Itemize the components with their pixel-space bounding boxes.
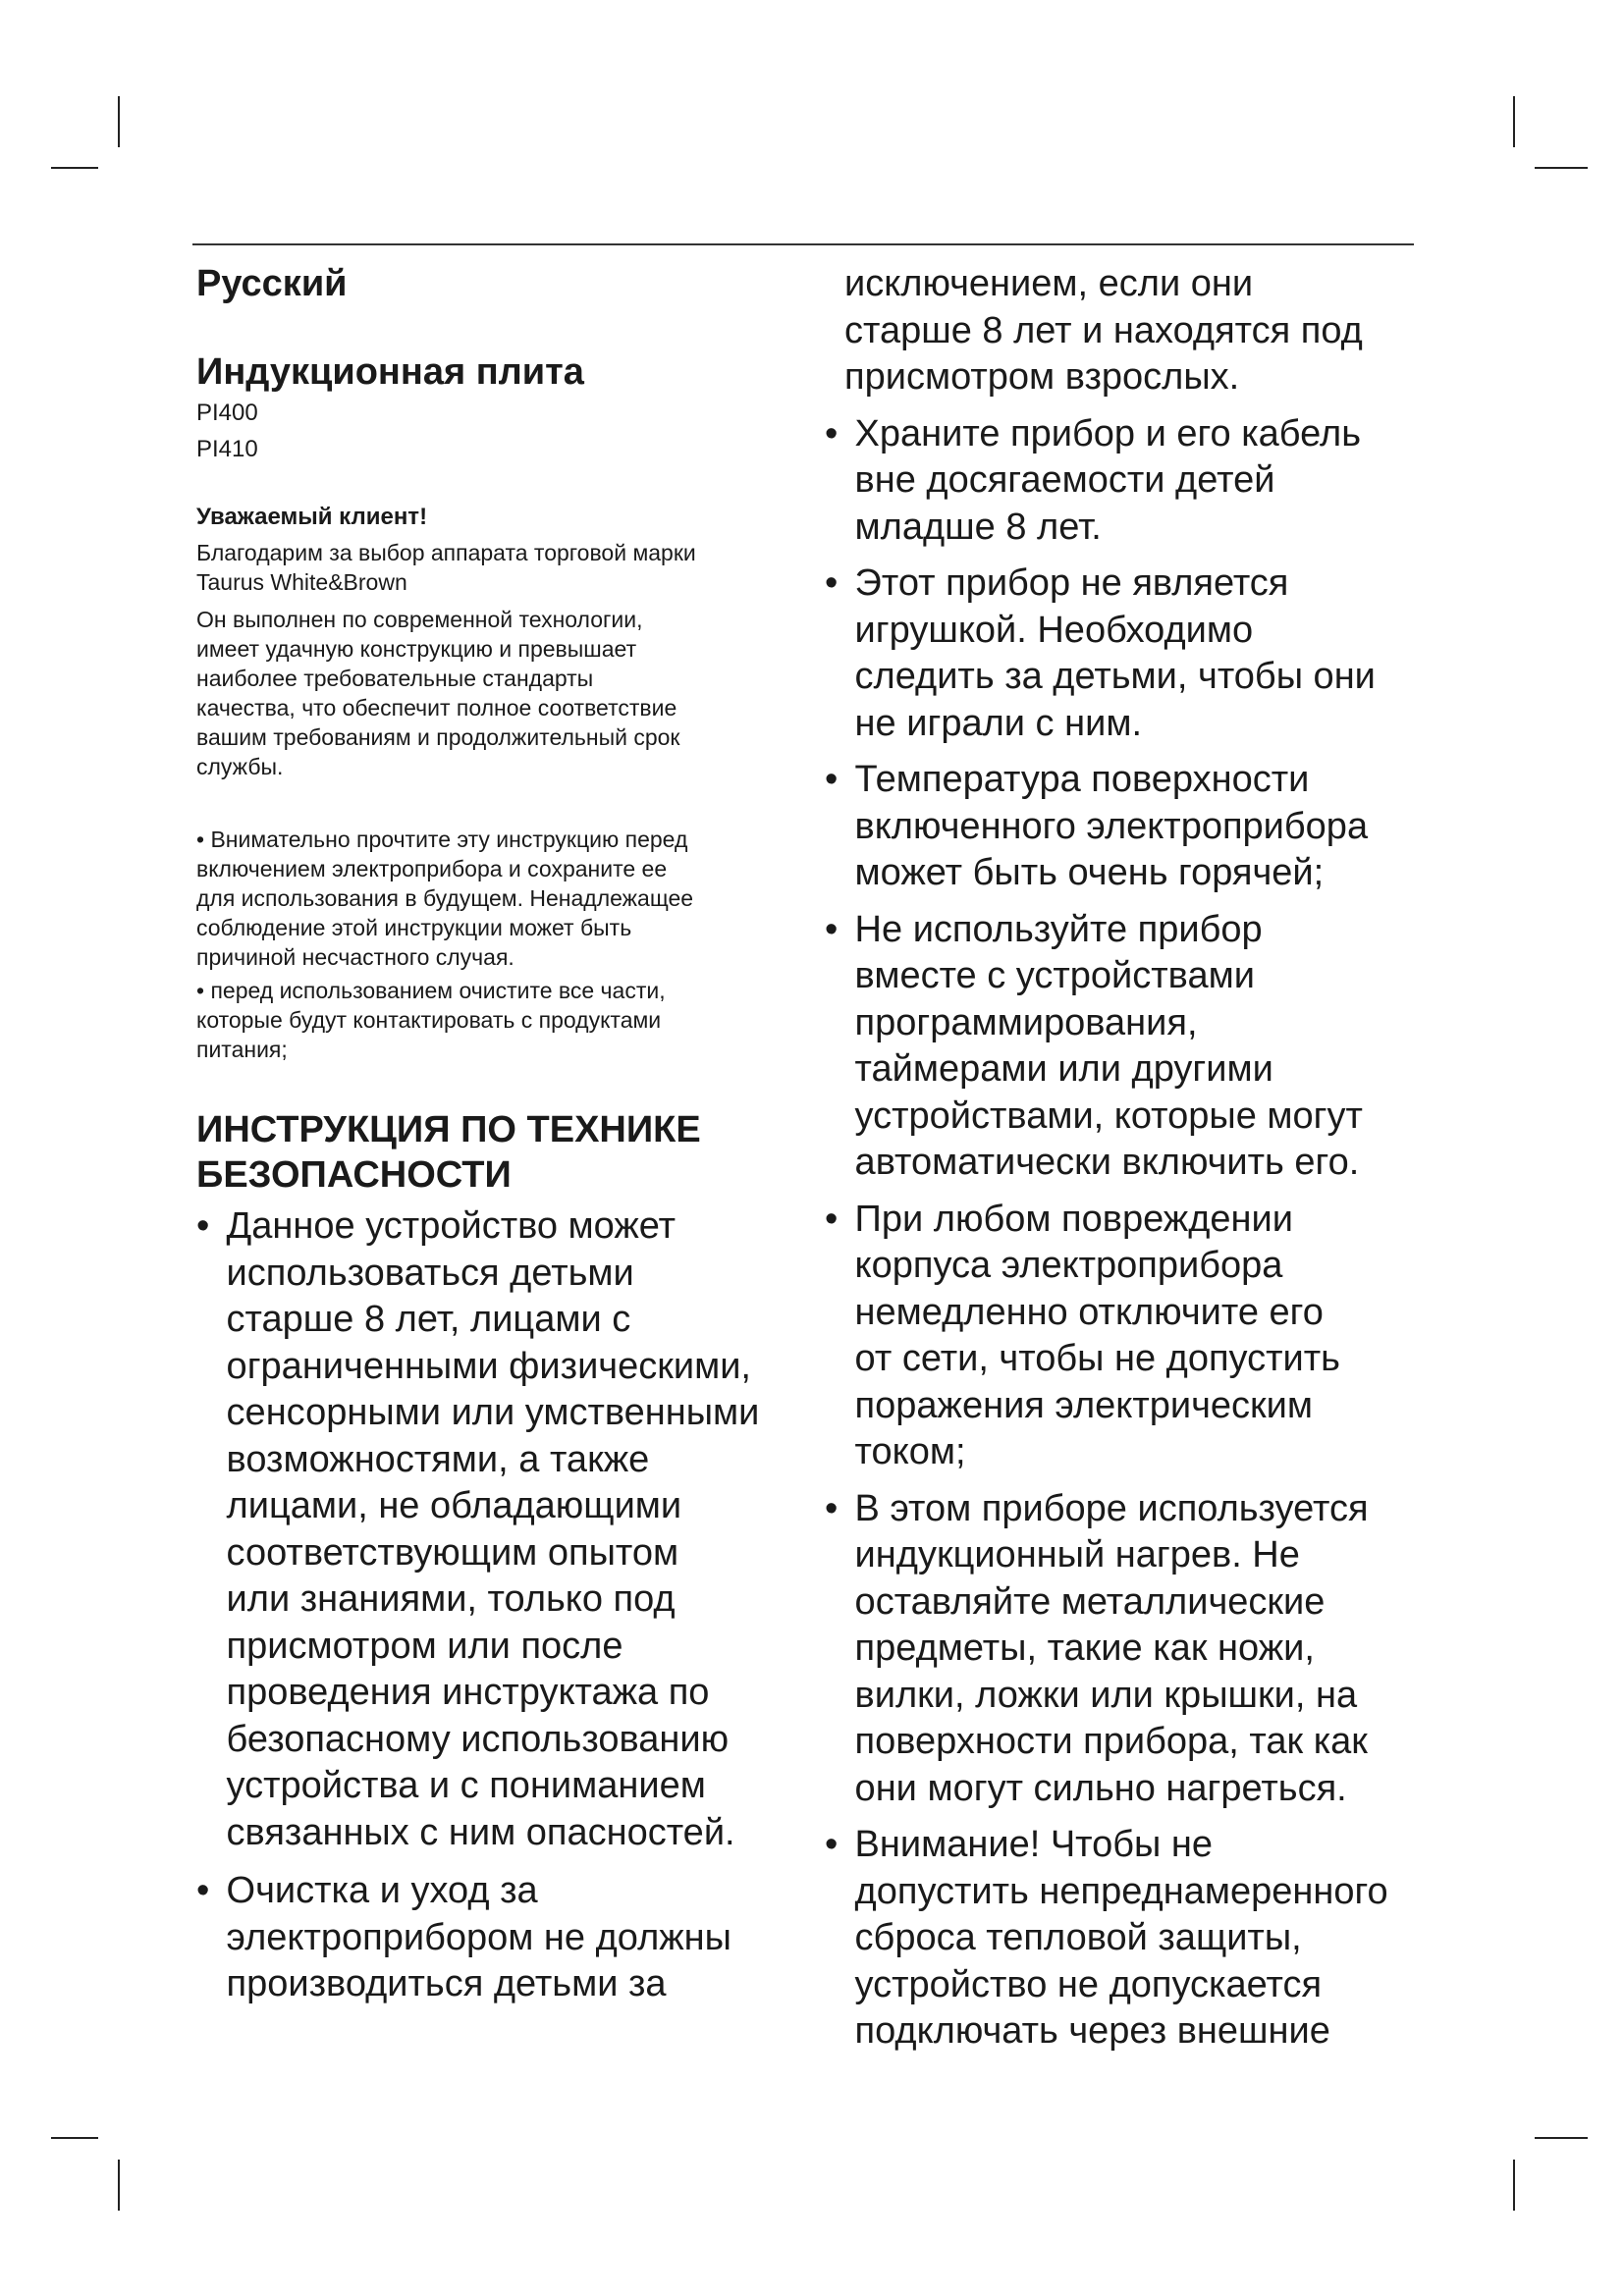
text-line: поражения электрическим (844, 1384, 1314, 1426)
safety-item (825, 757, 1434, 897)
bullet-mark: • (196, 1870, 210, 1911)
intro-paragraph (196, 605, 805, 781)
header-rule (192, 243, 1414, 245)
crop-mark-top-left-vertical (118, 96, 120, 147)
text-line: Температура поверхности (844, 759, 1310, 800)
greeting: Уважаемый клиент! (196, 504, 428, 530)
text-line: включенного электроприбора (844, 805, 1369, 847)
text-line: устройство не допускается (844, 1963, 1323, 2005)
model-number: PI400 (196, 400, 258, 426)
text-line: младше 8 лет. (844, 506, 1102, 548)
text-line: током; (844, 1431, 966, 1472)
text-line: таймерами или другими (844, 1048, 1273, 1090)
text-line: немедленно отключите его (844, 1291, 1324, 1333)
text-line: присмотром взрослых. (844, 356, 1240, 398)
text-line: причиной несчастного случая. (196, 944, 514, 970)
intro-paragraph (196, 538, 805, 597)
text-line: При любом повреждении (844, 1198, 1293, 1240)
safety-item (825, 411, 1434, 552)
text-line: наиболее требовательные стандарты (196, 666, 594, 691)
text-line: исключением, если они (844, 263, 1254, 304)
text-line: программирования, (844, 1001, 1198, 1043)
crop-mark-bottom-right-horizontal (1535, 2137, 1588, 2139)
bullet-mark: • (825, 1198, 839, 1240)
text-line: может быть очень горячей; (844, 852, 1325, 893)
safety-list-right (825, 411, 1434, 2056)
text-line: Этот прибор не является (844, 562, 1289, 604)
text-line: вашим требованиям и продолжительный срок (196, 724, 680, 750)
text-line: вилки, ложки или крышки, на (844, 1674, 1358, 1716)
model-number: PI410 (196, 436, 258, 462)
text-line: имеет удачную конструкцию и превышает (196, 636, 637, 662)
text-line: перед использованием очистите все части, (210, 978, 666, 1003)
crop-mark-bottom-right-vertical (1513, 2160, 1515, 2211)
text-line: соответствующим опытом (216, 1531, 679, 1574)
text-line: или знаниями, только под (216, 1578, 676, 1620)
text-line: подключать через внешние (844, 2010, 1330, 2052)
text-line: сброса тепловой защиты, (844, 1917, 1302, 1958)
text-line: корпуса электроприбора (844, 1245, 1283, 1286)
text-line: от сети, чтобы не допустить (844, 1338, 1340, 1379)
crop-mark-bottom-left-vertical (118, 2160, 120, 2211)
right-column (825, 261, 1434, 2056)
text-line: устройствами, которые могут (844, 1095, 1363, 1137)
safety-item (196, 1868, 805, 2008)
safety-list-left (196, 1203, 805, 2008)
safety-item (196, 1203, 805, 1856)
bullet-mark: • (825, 908, 839, 950)
text-line: питания; (196, 1037, 288, 1062)
bullet-mark: • (196, 827, 205, 852)
text-line: старше 8 лет и находятся под (844, 309, 1363, 351)
text-line: автоматически включить его. (844, 1142, 1360, 1183)
bullet-mark: • (825, 1824, 839, 1865)
intro-bullet (196, 976, 805, 1064)
text-line: устройства и с пониманием (216, 1765, 706, 1806)
text-line: не играли с ним. (844, 702, 1142, 744)
language-heading: Русский (196, 263, 348, 304)
crop-mark-top-left-horizontal (51, 167, 98, 169)
bullet-mark: • (825, 412, 839, 454)
safety-item (825, 561, 1434, 747)
intro-bullet (196, 825, 805, 972)
left-column (196, 261, 805, 2008)
safety-item (825, 907, 1434, 1187)
text-line: службы. (196, 754, 284, 779)
text-line: Он выполнен по современной технологии, (196, 607, 643, 632)
text-line: для использования в будущем. Ненадлежащее (196, 885, 694, 911)
safety-section-title (196, 1107, 785, 1198)
crop-mark-bottom-left-horizontal (51, 2137, 98, 2139)
text-line: индукционный нагрев. Не (844, 1534, 1300, 1575)
bullet-mark: • (196, 1205, 210, 1247)
safety-item (825, 1197, 1434, 1476)
text-line: которые будут контактировать с продуктами (196, 1007, 662, 1033)
text-line: БЕЗОПАСНОСТИ (196, 1154, 512, 1196)
text-line: Благодарим за выбор аппарата торговой марки (196, 540, 696, 565)
text-line: включением электроприбора и сохраните ее (196, 856, 668, 881)
bullet-mark: • (825, 759, 839, 800)
text-line: соблюдение этой инструкции может быть (196, 915, 632, 940)
safety-item (825, 1822, 1434, 2056)
bullet-mark: • (825, 562, 839, 604)
text-line: следить за детьми, чтобы они (844, 656, 1376, 697)
safety-item (825, 1486, 1434, 1813)
text-line: производиться детьми за (216, 1963, 667, 2004)
text-line: Храните прибор и его кабель (844, 412, 1361, 454)
product-title: Индукционная плита (196, 351, 584, 393)
text-line: Не используйте прибор (844, 908, 1263, 950)
text-line: вместе с устройствами (844, 955, 1255, 996)
text-line: электроприбором не должны (216, 1916, 731, 1958)
text-line: оставляйте металлические (844, 1580, 1326, 1623)
bullet-mark: • (825, 1487, 839, 1529)
text-line: связанных с ним опасностей. (216, 1811, 735, 1853)
text-line: использоваться детьми (216, 1252, 634, 1294)
text-line: качества, что обеспечит полное соответствие (196, 695, 677, 721)
crop-mark-top-right-horizontal (1535, 167, 1588, 169)
text-line: игрушкой. Необходимо (844, 609, 1254, 651)
safety-item-continuation (825, 261, 1434, 401)
text-line: ограниченными физическими, (216, 1345, 751, 1387)
text-line: Очистка и уход за (216, 1870, 538, 1911)
text-line: проведения инструктажа по (216, 1672, 710, 1713)
intro-bullet-list (196, 825, 805, 1064)
text-line: сенсорными или умственными (216, 1392, 760, 1433)
text-line: предметы, такие как ножи, (844, 1628, 1315, 1669)
text-line: Внимательно прочтите эту инструкцию перед (210, 827, 688, 852)
text-line: присмотром или после (216, 1625, 623, 1667)
text-line: вне досягаемости детей (844, 459, 1275, 501)
text-line: Данное устройство может (216, 1205, 677, 1247)
text-line: они могут сильно нагреться. (844, 1767, 1347, 1809)
bullet-mark: • (196, 978, 205, 1003)
text-line: ИНСТРУКЦИЯ ПО ТЕХНИКЕ (196, 1109, 701, 1150)
crop-mark-top-right-vertical (1513, 96, 1515, 147)
text-line: поверхности прибора, так как (844, 1721, 1368, 1762)
text-line: лицами, не обладающими (216, 1485, 682, 1526)
text-line: Внимание! Чтобы не (844, 1824, 1214, 1865)
text-line: Taurus White&Brown (196, 569, 407, 595)
text-line: старше 8 лет, лицами с (216, 1299, 631, 1340)
text-line: В этом приборе используется (844, 1487, 1369, 1529)
text-line: допустить непреднамеренного (844, 1870, 1388, 1912)
text-line: возможностями, а также (216, 1438, 650, 1480)
text-line: безопасному использованию (216, 1718, 730, 1760)
